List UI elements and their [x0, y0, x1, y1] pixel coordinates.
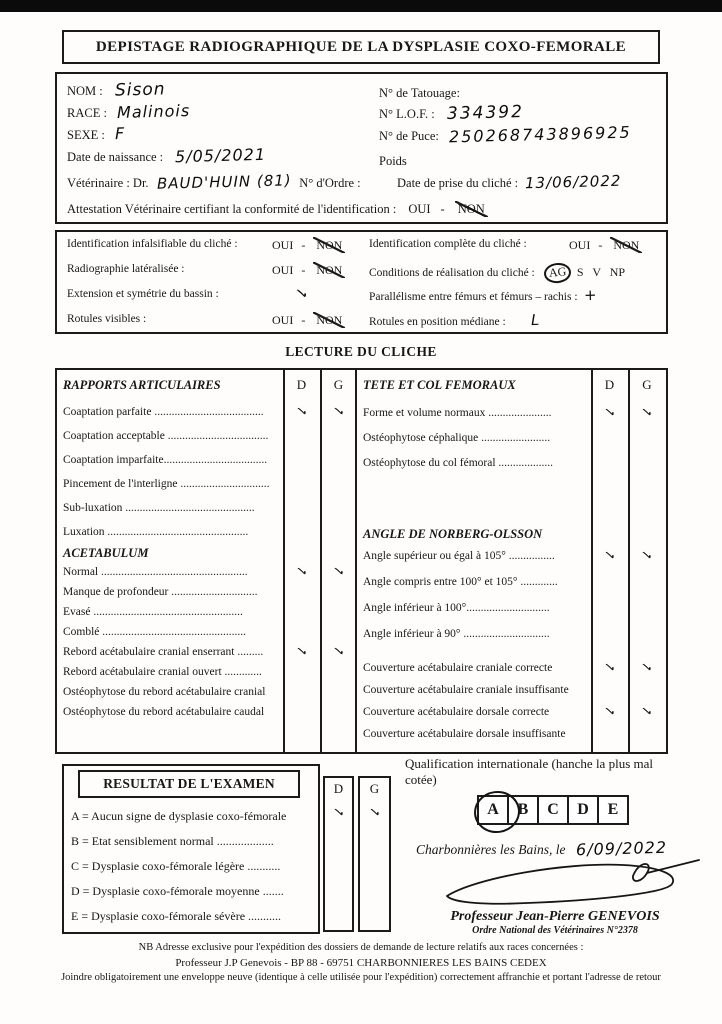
attestation-non-struck: NON [455, 201, 488, 217]
check-g: ✓ [639, 546, 655, 566]
parallelisme-mark: + [584, 285, 599, 305]
rapports-header: RAPPORTS ARTICULAIRES [63, 377, 221, 392]
check-d [591, 573, 628, 591]
field-sexe [67, 123, 126, 144]
identity-box [55, 72, 668, 224]
row-label: Couverture acétabulaire craniale insuffisante [363, 684, 569, 696]
check-d: ✓ [331, 803, 346, 822]
row-label: Couverture acétabulaire dorsale correcte [363, 706, 550, 718]
veterinaire-label: Vétérinaire : Dr. [67, 175, 149, 190]
check-g [628, 429, 666, 447]
mediane-label: Rotules en position médiane : [369, 316, 506, 328]
grade-box-e: E [597, 795, 629, 825]
row-label: Evasé .................................................... [63, 606, 243, 618]
check-d [283, 475, 320, 493]
lateralisee-label: Radiographie latéralisée : [67, 263, 185, 275]
check-g: ✓ [367, 803, 382, 822]
grade-box-b: B [507, 795, 539, 825]
result-g-checks [360, 800, 389, 925]
sexe-label: SEXE : [67, 127, 105, 142]
check-d [325, 850, 352, 875]
table-row [57, 582, 357, 602]
row-label: Ostéophytose du rebord acétabulaire cranial [63, 686, 266, 698]
lecture-table [55, 368, 668, 754]
result-row: B = Etat sensiblement normal ................... [71, 834, 274, 848]
table-row [357, 543, 666, 569]
table-row [357, 595, 666, 621]
row-label: Angle supérieur ou égal à 105° ................ [363, 550, 555, 562]
result-row: E = Dysplasie coxo-fémorale sévère ........... [71, 909, 282, 923]
check-d [325, 825, 352, 850]
row-rotules-visibles [67, 313, 367, 325]
column-d-label: D [604, 377, 615, 392]
field-lof [379, 101, 524, 125]
table-row [357, 657, 666, 679]
tete-header: TETE ET COL FEMORAUX [363, 377, 516, 392]
tete-rows [357, 400, 666, 475]
check-d [591, 599, 628, 617]
puce-label: N° de Puce: [379, 128, 439, 143]
check-d: ✓ [294, 562, 309, 582]
oui-option: OUI [272, 238, 294, 252]
norberg-rows [357, 543, 666, 647]
qualification-section [405, 756, 677, 825]
result-column-d [323, 776, 354, 932]
column-g-label: G [642, 377, 652, 392]
parallelisme-label: Parallélisme entre fémurs et fémurs – rachis : [369, 291, 578, 303]
oui-option: OUI [272, 263, 294, 277]
form-title: DEPISTAGE RADIOGRAPHIQUE DE LA DYSPLASIE COXO-FEMORALE [95, 38, 627, 55]
nom-value: Sison [114, 79, 166, 101]
table-middle-divider [355, 370, 357, 752]
column-d-label: D [296, 377, 307, 392]
check-d [591, 429, 628, 447]
check-d [283, 583, 320, 601]
check-d [283, 523, 320, 541]
complete-label: Identification complète du cliché : [369, 238, 527, 250]
attestation-oui: OUI [408, 201, 431, 216]
row-label: Ostéophytose céphalique ........................ [363, 431, 551, 444]
form-title-box [62, 30, 660, 64]
oui-option: OUI [569, 238, 591, 252]
sep: - [301, 238, 306, 252]
row-label: Ostéophytose du rebord acétabulaire caudal [63, 706, 265, 718]
row-label: Rebord acétabulaire cranial ouvert ............. [63, 666, 262, 678]
sep: - [301, 313, 306, 327]
row-label: Comblé .................................................. [63, 626, 247, 638]
ordre-label: N° d'Ordre : [299, 175, 361, 190]
race-label: RACE : [67, 105, 107, 120]
check-g [320, 663, 357, 681]
check-d: ✓ [602, 546, 617, 566]
naissance-value: 5/05/2021 [174, 144, 267, 167]
check-d [283, 663, 320, 681]
footer-line-3: Joindre obligatoirement une enveloppe neuve (identique à celle utilisée pour l'expédition) correctement affranchie et portant l'adresse de retour [61, 972, 661, 984]
check-d [283, 603, 320, 621]
row-label: Luxation ................................................. [63, 526, 249, 538]
check-g [628, 725, 666, 743]
check-g: ✓ [639, 403, 655, 422]
result-row: C = Dysplasie coxo-fémorale légère ........... [71, 859, 281, 873]
check-d [325, 900, 352, 925]
scan-top-bar [0, 0, 722, 12]
row-mediane [369, 310, 665, 330]
norberg-header: ANGLE DE NORBERG-OLSSON [363, 527, 543, 541]
row-label: Couverture acétabulaire dorsale insuffisante [363, 728, 566, 740]
conditions-options: S V NP [573, 265, 626, 279]
check-g [320, 451, 357, 469]
cliche-quality-box [55, 230, 668, 334]
rapports-rows [57, 400, 357, 544]
complete-marks [569, 238, 642, 253]
attestation-label: Attestation Vétérinaire certifiant la conformité de l'identification : [67, 201, 397, 216]
table-row [357, 701, 666, 723]
result-title-box: RESULTAT DE L'EXAMEN [78, 770, 300, 798]
non-option-struck: NON [313, 262, 345, 278]
check-g [360, 875, 389, 900]
signer-name: Professeur Jean-Pierre GENEVOIS [450, 909, 660, 924]
attestation-sep: - [440, 201, 445, 216]
check-d [591, 454, 628, 472]
column-divider [320, 370, 322, 752]
signature-scribble [435, 856, 700, 912]
oui-option: OUI [272, 313, 294, 327]
result-section [62, 764, 394, 936]
grade-box-a: A [477, 795, 509, 825]
conditions-label: Conditions de réalisation du cliché : [369, 267, 535, 279]
poids-label: Poids [379, 153, 407, 168]
field-naissance [67, 144, 267, 167]
check-g [628, 681, 666, 699]
table-row [357, 400, 666, 425]
check-g [320, 523, 357, 541]
table-row [57, 682, 357, 702]
row-label: Forme et volume normaux ...................... [363, 406, 552, 419]
field-veterinaire [67, 171, 361, 193]
row-label: Normal ................................................... [63, 566, 248, 578]
row-bassin [67, 282, 367, 305]
signer-ordre: Ordre National des Vétérinaires N°2378 [472, 925, 638, 936]
sexe-value: F [114, 123, 126, 144]
check-g [320, 475, 357, 493]
check-d: ✓ [602, 658, 617, 678]
result-column-g [358, 776, 391, 932]
lecture-right-header [357, 370, 666, 400]
row-label: Coaptation parfaite ...................................... [63, 406, 264, 418]
check-d: ✓ [294, 402, 309, 422]
check-d [591, 725, 628, 743]
row-label: Sub-luxation ............................................. [63, 502, 255, 514]
check-d: ✓ [602, 403, 617, 422]
grade-boxes [479, 795, 677, 825]
check-g [628, 573, 666, 591]
table-row [57, 400, 357, 424]
table-row [57, 424, 357, 448]
table-row [57, 602, 357, 622]
check-d [591, 681, 628, 699]
check-g [320, 603, 357, 621]
row-label: Couverture acétabulaire craniale correcte [363, 662, 553, 674]
check-g: ✓ [639, 702, 655, 722]
signature-date: 6/09/2022 [575, 837, 667, 860]
table-row [357, 679, 666, 701]
table-row [357, 723, 666, 745]
table-row [57, 448, 357, 472]
check-g [360, 900, 389, 925]
race-value: Malinois [116, 101, 191, 122]
column-divider [628, 370, 630, 752]
column-divider [283, 370, 285, 752]
field-nom [67, 79, 166, 101]
naissance-label: Date de naissance : [67, 149, 164, 164]
lecture-title: LECTURE DU CLICHE [285, 344, 437, 359]
check-g [320, 427, 357, 445]
qualification-label: Qualification internationale (hanche la plus mal cotée) [405, 756, 653, 788]
infalsifiable-marks [272, 238, 345, 253]
check-d: ✓ [602, 702, 617, 722]
check-d [283, 427, 320, 445]
place-label: Charbonnières les Bains, le [416, 842, 566, 857]
footer-line-1: NB Adresse exclusive pour l'expédition des dossiers de demande de lecture relatifs aux races concernées : [138, 942, 584, 953]
footer-line-2: Professeur J.P Genevois - BP 88 - 69751 CHARBONNIERES LES BAINS CEDEX [175, 956, 547, 969]
bassin-mark: ✓ [293, 282, 311, 305]
table-row [57, 496, 357, 520]
lateralisee-marks [272, 263, 345, 278]
signer-block [413, 909, 697, 936]
prise-value: 13/06/2022 [524, 171, 622, 193]
lecture-left-header [57, 370, 357, 400]
result-box [62, 764, 320, 934]
field-attestation [67, 200, 488, 218]
check-d: ✓ [294, 642, 309, 662]
row-complete [369, 238, 665, 250]
check-d [283, 683, 320, 701]
quality-right-column [369, 232, 665, 332]
quality-left-column [67, 232, 367, 332]
check-d [283, 499, 320, 517]
table-row [357, 621, 666, 647]
sep: - [598, 238, 603, 252]
check-g [360, 850, 389, 875]
table-row [57, 662, 357, 682]
check-g [320, 583, 357, 601]
check-g: ✓ [639, 658, 655, 678]
mediane-mark: L [530, 310, 541, 330]
check-d [325, 875, 352, 900]
row-infalsifiable [67, 238, 367, 250]
row-label: Rebord acétabulaire cranial enserrant ......... [63, 646, 264, 658]
table-row [357, 425, 666, 450]
column-g-label: G [369, 781, 380, 796]
check-g [360, 825, 389, 850]
result-row: A = Aucun signe de dysplasie coxo-fémorale [71, 809, 287, 823]
non-option-struck: NON [313, 237, 345, 253]
check-d [591, 625, 628, 643]
result-d-checks [325, 800, 352, 925]
check-g [320, 623, 357, 641]
non-option-struck: NON [313, 312, 345, 328]
row-label: Ostéophytose du col fémoral ................... [363, 456, 554, 469]
table-row [357, 569, 666, 595]
footer-notes [0, 941, 722, 986]
table-row [57, 642, 357, 662]
row-label: Angle inférieur à 90° .............................. [363, 628, 550, 640]
rotules-visibles-marks [272, 313, 345, 328]
lof-label: N° L.O.F. : [379, 106, 435, 121]
check-g: ✓ [331, 402, 346, 422]
row-label: Coaptation acceptable ................................... [63, 430, 269, 442]
row-lateralisee [67, 263, 367, 275]
check-g [320, 703, 357, 721]
table-row [57, 472, 357, 496]
row-label: Angle inférieur à 100°............................. [363, 602, 550, 614]
prise-label: Date de prise du cliché : [397, 175, 519, 190]
grade-box-c: C [537, 795, 569, 825]
column-d-label: D [333, 781, 344, 796]
check-g: ✓ [331, 562, 346, 582]
check-g [320, 499, 357, 517]
acetabulum-header: ACETABULUM [63, 546, 149, 560]
row-label: Manque de profondeur .............................. [63, 586, 258, 598]
field-tatouage [379, 84, 460, 102]
conditions-ag-circled: AG [543, 262, 572, 285]
field-race [67, 101, 191, 122]
field-puce [379, 122, 632, 147]
infalsifiable-label: Identification infalsifiable du cliché : [67, 238, 238, 250]
bassin-label: Extension et symétrie du bassin : [67, 288, 219, 300]
table-row [357, 450, 666, 475]
table-row [57, 562, 357, 582]
check-d [283, 451, 320, 469]
grade-box-d: D [567, 795, 599, 825]
check-g [628, 625, 666, 643]
row-conditions [369, 263, 665, 283]
field-poids [379, 152, 407, 170]
tatouage-label: N° de Tatouage: [379, 85, 460, 100]
check-d [283, 623, 320, 641]
field-prise-cliche [397, 171, 622, 193]
non-option-struck: NON [610, 237, 642, 253]
row-parallelisme [369, 285, 665, 305]
acetabulum-rows [57, 562, 357, 722]
lecture-left-half [57, 370, 357, 752]
check-g [628, 599, 666, 617]
check-g [628, 454, 666, 472]
row-label: Angle compris entre 100° et 105° ............. [363, 576, 558, 588]
result-row: D = Dysplasie coxo-fémorale moyenne ....... [71, 884, 284, 898]
check-g: ✓ [331, 642, 346, 662]
table-row [57, 702, 357, 722]
row-label: Pincement de l'interligne ............................... [63, 478, 270, 490]
rotules-visibles-label: Rotules visibles : [67, 313, 147, 325]
lof-value: 334392 [446, 101, 524, 125]
nom-label: NOM : [67, 83, 103, 98]
check-d [283, 703, 320, 721]
puce-value: 250268743896925 [448, 122, 632, 147]
table-row [57, 622, 357, 642]
row-label: Coaptation imparfaite.................................... [63, 454, 268, 466]
result-rows [64, 804, 318, 929]
couverture-rows [357, 657, 666, 745]
lecture-right-half [357, 370, 666, 752]
veterinaire-value: BAUD'HUIN (81) [156, 171, 292, 193]
table-row [57, 520, 357, 544]
column-divider [591, 370, 593, 752]
sep: - [301, 263, 306, 277]
column-g-label: G [333, 377, 344, 392]
check-g [320, 683, 357, 701]
